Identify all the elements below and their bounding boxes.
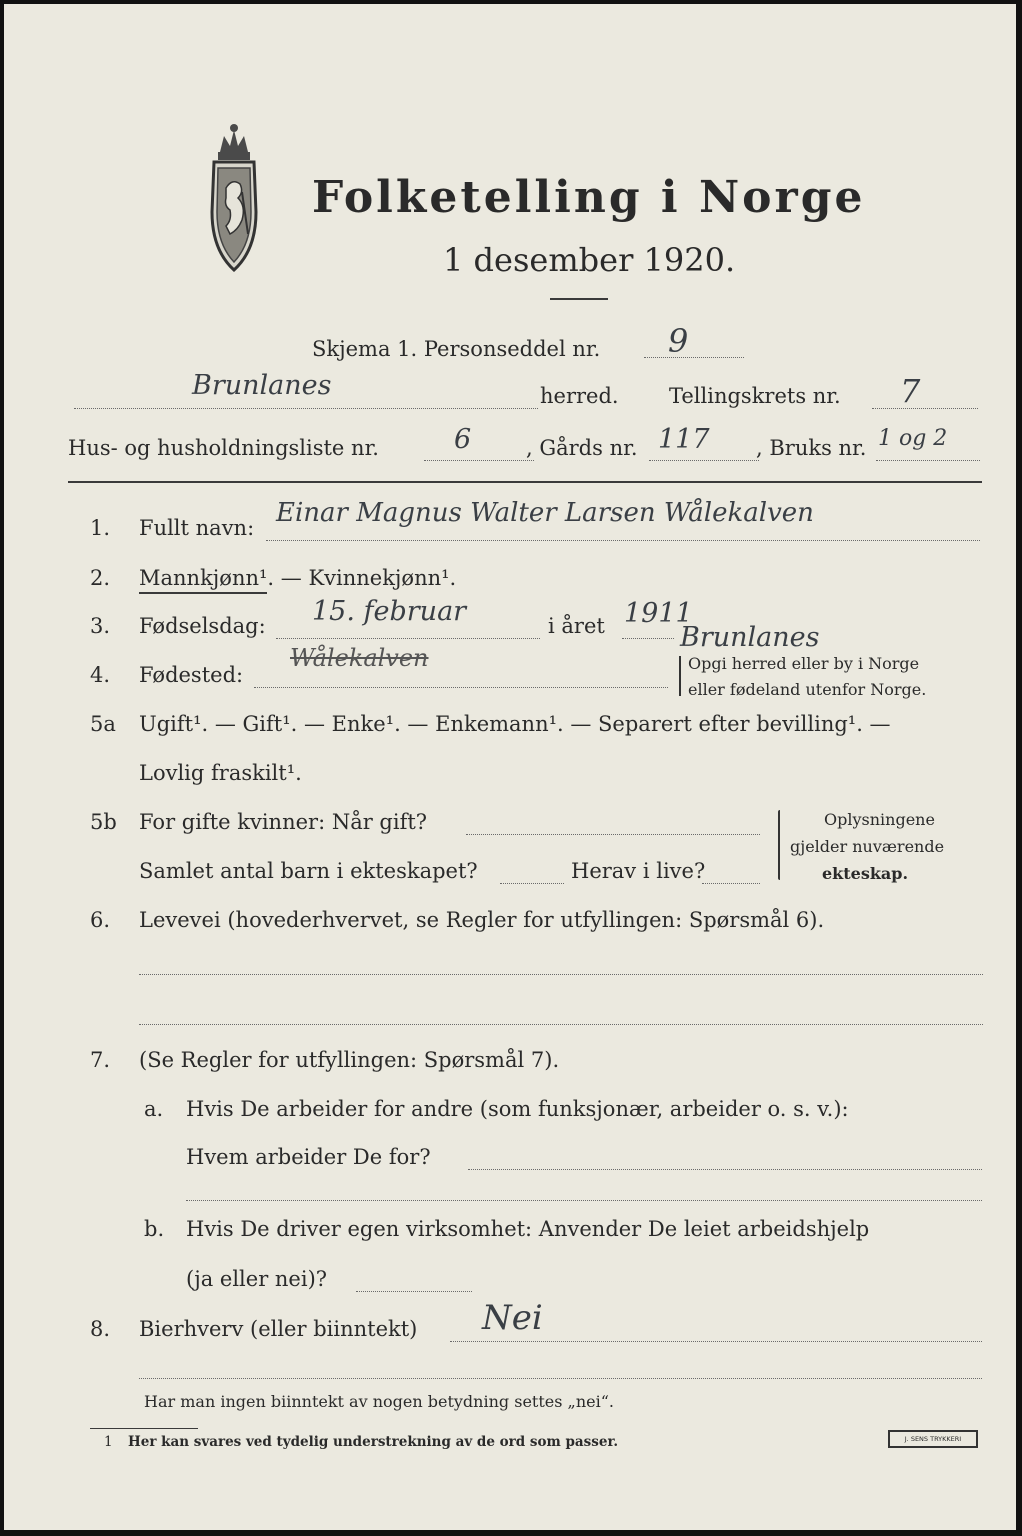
children-alive-label: Herav i live?: [571, 859, 706, 883]
q7-label: (Se Regler for utfyllingen: Spørsmål 7).: [139, 1048, 560, 1072]
husliste-label: Hus- og husholdningsliste nr.: [68, 436, 379, 460]
birthplace-value: Brunlanes: [680, 622, 820, 653]
q4-line: [254, 687, 668, 688]
struck-birthplace-value: Wålekalven: [290, 644, 429, 672]
q3-label: Fødselsdag:: [139, 614, 266, 638]
children-count-label: Samlet antal barn i ekteskapet?: [139, 859, 478, 883]
full-name-value: Einar Magnus Walter Larsen Wålekalven: [276, 498, 814, 528]
gards-line: [649, 460, 759, 461]
q5b-note-line3: ekteskap.: [822, 864, 909, 883]
gards-nr-value: 117: [658, 424, 710, 455]
q1-number: 1.: [90, 516, 111, 540]
q1-label: Fullt navn:: [139, 516, 255, 540]
birth-year-value: 1911: [624, 598, 693, 629]
herred-line: [74, 408, 538, 409]
children-alive-line: [702, 883, 760, 884]
herred-label: herred.: [540, 384, 619, 408]
q4-number: 4.: [90, 663, 111, 687]
tellingskrets-nr-value: 7: [900, 372, 921, 410]
census-form: [4, 4, 1016, 1530]
title-divider: [550, 298, 608, 300]
birth-day-value: 15. februar: [312, 596, 467, 627]
hired-help-label: (ja eller nei)?: [186, 1267, 328, 1291]
printer-stamp-text: J. SENS TRYKKERI: [904, 1435, 962, 1443]
tellingskrets-line: [872, 408, 978, 409]
herred-name-value: Brunlanes: [192, 370, 332, 401]
q5b-note-line1: Oplysningene: [824, 810, 935, 829]
q7a-letter: a.: [144, 1097, 164, 1121]
mannkjonn-underline: [139, 592, 267, 594]
q5b-note-brace: [778, 810, 780, 880]
q7a-question: Hvis De arbeider for andre (som funksjonær, arbeider o. s. v.):: [186, 1097, 849, 1121]
gender-options: Mannkjønn¹. — Kvinnekjønn¹.: [139, 566, 457, 590]
coat-of-arms-icon: [192, 122, 276, 274]
q7-number: 7.: [90, 1048, 111, 1072]
employer-line2: [186, 1200, 982, 1201]
marital-status-options: Ugift¹. — Gift¹. — Enke¹. — Enkemann¹. — Separert efter bevilling¹. —: [139, 712, 891, 736]
q2-number: 2.: [90, 566, 111, 590]
q4-label: Fødested:: [139, 663, 244, 687]
bruks-line: [876, 460, 980, 461]
married-when-label: For gifte kvinner: Når gift?: [139, 810, 428, 834]
personseddel-line: [644, 357, 744, 358]
skjema-label: Skjema 1. Personseddel nr.: [312, 337, 601, 361]
footnote-text: Her kan svares ved tydelig understrekning av de ord som passer.: [128, 1434, 619, 1450]
bruks-nr-value: 1 og 2: [878, 426, 948, 451]
footnote-rule: [90, 1428, 198, 1429]
occupation-line2: [139, 1024, 983, 1025]
q5b-number: 5b: [90, 810, 117, 834]
q7b-letter: b.: [144, 1217, 165, 1241]
q5b-note-line2: gjelder nuværende: [790, 837, 945, 856]
husliste-line: [424, 460, 534, 461]
q3-number: 3.: [90, 614, 111, 638]
side-income-label: Bierhverv (eller biinntekt): [139, 1317, 418, 1341]
q6-number: 6.: [90, 908, 111, 932]
husliste-nr-value: 6: [454, 424, 472, 455]
children-count-line: [500, 883, 564, 884]
personseddel-nr-value: 9: [668, 322, 689, 360]
footnote-mark: 1: [104, 1434, 113, 1450]
q7b-question: Hvis De driver egen virksomhet: Anvender De leiet arbeidshjelp: [186, 1217, 870, 1241]
occupation-label: Levevei (hovederhvervet, se Regler for utfyllingen: Spørsmål 6).: [139, 908, 825, 932]
tellingskrets-label: Tellingskrets nr.: [669, 384, 841, 408]
hired-help-line: [356, 1291, 472, 1292]
employer-label: Hvem arbeider De for?: [186, 1145, 431, 1169]
q4-note-bracket: [679, 656, 681, 696]
marital-status-options-cont: Lovlig fraskilt¹.: [139, 761, 302, 785]
q8-number: 8.: [90, 1317, 111, 1341]
gards-label: , Gårds nr.: [526, 436, 638, 460]
q4-note-line1: Opgi herred eller by i Norge: [688, 654, 920, 673]
nei-instruction: Har man ingen biinntekt av nogen betydning settes „nei“.: [144, 1392, 614, 1411]
side-income-value: Nei: [482, 1298, 543, 1338]
employer-line: [468, 1169, 982, 1170]
header-separator: [68, 481, 982, 483]
bruks-label: , Bruks nr.: [756, 436, 867, 460]
occupation-line1: [139, 974, 983, 975]
q3-year-label: i året: [548, 614, 605, 638]
q1-line: [266, 540, 980, 541]
form-title: Folketelling i Norge: [312, 172, 866, 223]
q3-year-line: [622, 638, 674, 639]
q4-note-line2: eller fødeland utenfor Norge.: [688, 680, 927, 699]
form-subtitle: 1 desember 1920.: [443, 241, 736, 279]
side-income-line2: [139, 1378, 982, 1379]
q5a-number: 5a: [90, 712, 116, 736]
q3-day-line: [276, 638, 540, 639]
married-when-line: [466, 834, 760, 835]
printer-stamp: [888, 1430, 978, 1448]
side-income-line: [450, 1341, 982, 1342]
